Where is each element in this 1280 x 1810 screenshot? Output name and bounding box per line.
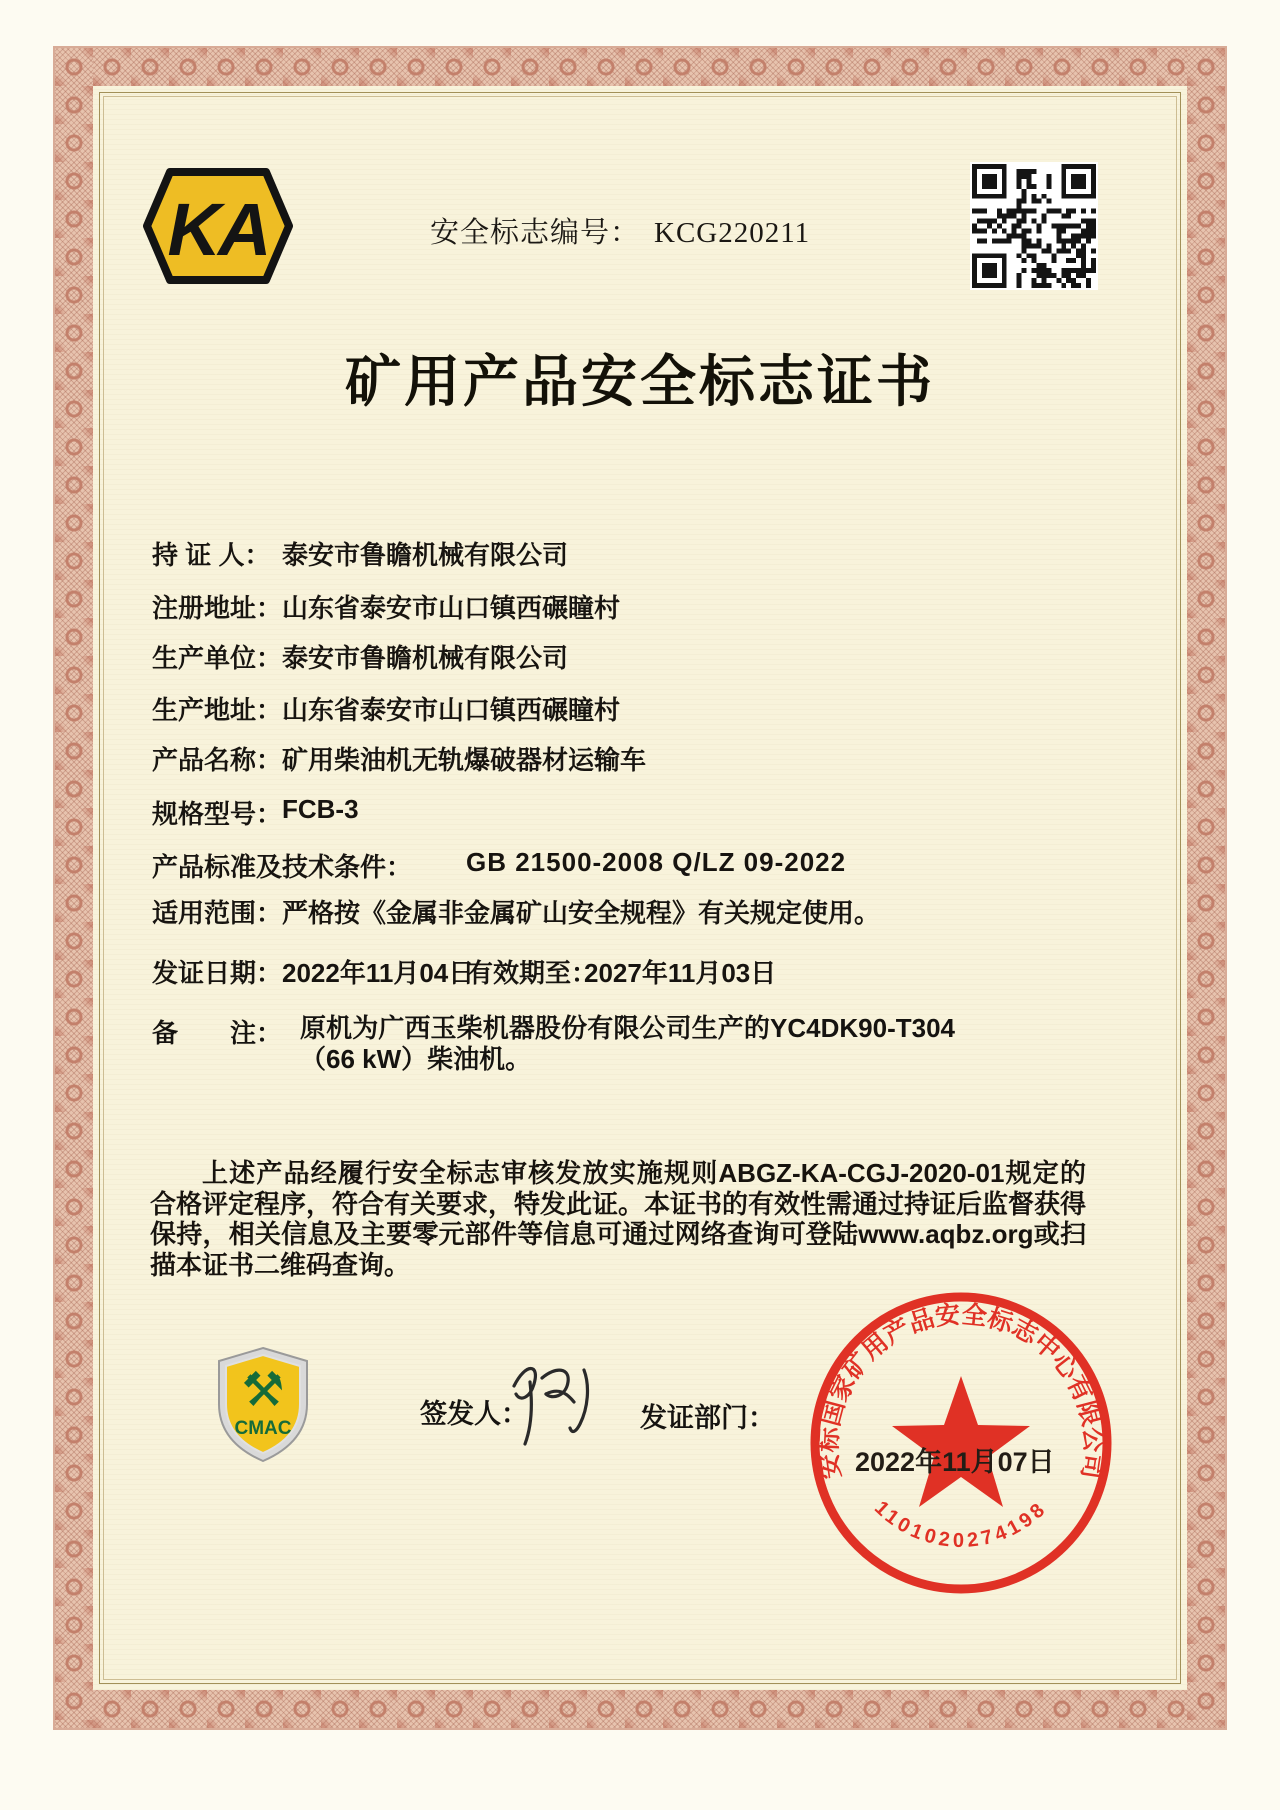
field-row-reg-address <box>152 588 1132 622</box>
signer-label: 签发人： <box>420 1399 528 1429</box>
signer-signature <box>500 1348 610 1468</box>
stamp-number: 1101020274198 <box>870 1496 1052 1552</box>
certificate-number-line <box>430 210 810 251</box>
field-label: 持 证 人： <box>152 540 271 570</box>
field-label: 适用范围： <box>152 898 283 928</box>
field-row-manufacturer <box>152 638 1132 672</box>
issue-date-label: 发证日期： <box>152 958 283 988</box>
hammer-pick-icon: ⚒ <box>241 1362 285 1418</box>
cmac-badge-text: CMAC <box>234 1418 292 1439</box>
field-label: 注册地址： <box>152 593 283 623</box>
field-row-prod-address <box>152 690 1132 724</box>
field-label: 产品名称： <box>152 745 283 775</box>
field-label: 生产单位： <box>152 643 283 673</box>
statement-paragraph: 上述产品经履行安全标志审核发放实施规则ABGZ-KA-CGJ-2020-01规定的合格评定程序，符合有关要求，特发此证。本证书的有效性需通过持证后监督获得保持，相关信息及主要零元部件等信息可通过网络查询可登陆www.aqbz.org或扫描本证书二维码查询。 <box>150 1158 1087 1280</box>
field-row-model <box>152 794 1132 828</box>
stamp-ring-text: 安标国家矿用产品安全标志中心有限公司 <box>814 1300 1108 1481</box>
stamp-date: 2022年11月07日 <box>855 1447 1055 1477</box>
field-row-holder <box>152 535 1132 569</box>
cmac-shield-icon <box>214 1346 312 1464</box>
border-pattern-left <box>55 48 93 1728</box>
field-label: 生产地址： <box>152 695 283 725</box>
field-row-scope <box>152 893 1132 927</box>
valid-until-label: 有效期至： <box>467 958 598 988</box>
field-row-standard <box>152 847 1132 881</box>
field-value: 山东省泰安市山口镇西碾瞳村 <box>282 593 621 623</box>
field-value: 矿用柴油机无轨爆破器材运输车 <box>282 745 647 775</box>
qr-code-icon <box>972 164 1096 288</box>
field-value: 严格按《金属非金属矿山安全规程》有关规定使用。 <box>282 898 881 928</box>
qr-code <box>970 162 1098 290</box>
certificate-number-label: 安全标志编号： <box>430 217 641 249</box>
ka-logo-icon <box>143 162 293 290</box>
border-pattern-right <box>1187 48 1225 1728</box>
field-label: 产品标准及技术条件： <box>152 852 413 882</box>
dates-row <box>152 953 1132 987</box>
svg-text:1101020274198 <box>870 1497 1052 1552</box>
field-value: GB 21500-2008 Q/LZ 09-2022 <box>466 847 847 877</box>
field-value: 山东省泰安市山口镇西碾瞳村 <box>282 695 621 725</box>
field-label: 规格型号： <box>152 799 283 829</box>
certificate-number-value: KCG220211 <box>654 217 811 249</box>
certificate-title: 矿用产品安全标志证书 <box>345 350 935 413</box>
field-value: FCB-3 <box>282 794 359 824</box>
ka-logo <box>143 162 293 290</box>
issue-date-value: 2022年11月04日 <box>282 958 475 988</box>
issuer-label: 发证部门： <box>640 1403 775 1433</box>
field-value: 泰安市鲁瞻机械有限公司 <box>282 540 569 570</box>
border-pattern-bottom <box>55 1690 1225 1728</box>
remark-value: 原机为广西玉柴机器股份有限公司生产的YC4DK90-T304（66 kW）柴油机。 <box>300 1013 955 1074</box>
border-pattern-top <box>55 48 1225 86</box>
signature-icon <box>500 1348 610 1468</box>
ka-logo-text: KA <box>167 188 269 271</box>
field-row-product-name <box>152 740 1132 774</box>
valid-until-value: 2027年11月03日 <box>584 958 777 988</box>
cmac-badge <box>214 1346 312 1464</box>
remark-label: 备 注： <box>152 1018 283 1048</box>
field-value: 泰安市鲁瞻机械有限公司 <box>282 643 569 673</box>
